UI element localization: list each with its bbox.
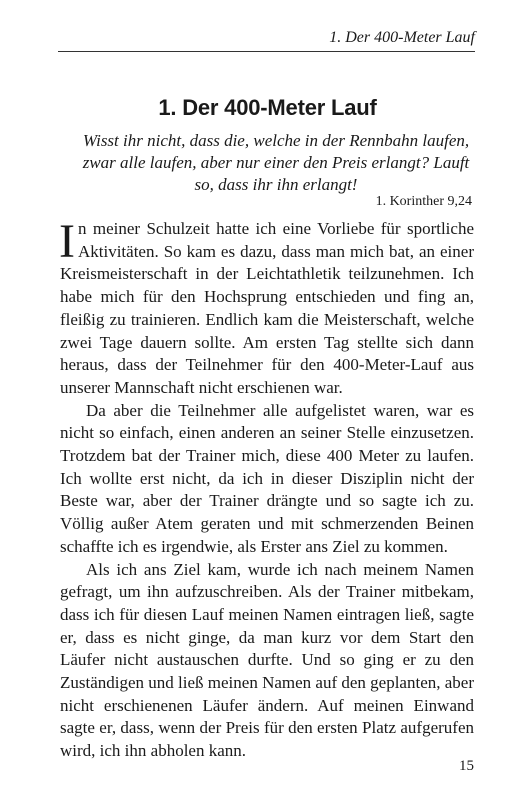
paragraph-3: Als ich ans Ziel kam, wurde ich nach meinem Namen gefragt, um ihn aufzuschreiben. Als der Trainer mitbekam, dass ich für diesen Lauf meinen Namen eintragen ließ, sagte er, dass es nicht ginge, da man kurz vor dem Start den Läufer nicht austauschen durfte. Und so ging er zu den Zuständigen und ließ meinen Namen auf den geplanten, aber nicht erschienenen Läufer ändern. Auf meinen Einwand sagte er, dass, wenn der Preis für den ersten Platz aufgerufen wird, ich ihn abholen kann. [60, 559, 474, 761]
body-text [59, 215, 474, 763]
paragraph-2: Da aber die Teilnehmer alle aufgelistet waren, war es nicht so einfach, einen anderen an seiner Stelle einzusetzen. Trotzdem bat der Trainer mich, diese 400 Meter zu laufen. Ich wollte erst nicht, da ich in dieser Disziplin nicht der Beste war, aber der Trainer drängte und so sagte ich zu. Völlig außer Atem geraten und mit schmerzenden Beinen schaffte ich es irgendwie, als Erster ans Ziel zu kommen. [60, 400, 474, 556]
page-number: 15 [459, 758, 474, 774]
drop-cap: I [59, 215, 75, 268]
header-rule [58, 51, 475, 52]
paragraph-1-text: n meiner Schulzeit hatte ich eine Vorliebe für sportliche Aktivitäten. So kam es dazu, dass man mich bat, an einer Kreismeisterschaft in der Leichtathletik teilzunehmen. Ich habe mich für den Hochsprung entschieden und fing an, fleißig zu trainieren. Endlich kam die Meisterschaft, welche zwei Tage dauern sollte. Am ersten Tag stellte sich dann heraus, dass der Teilnehmer für den 400-Meter-Lauf aus unserer Mannschaft nicht erschienen war. [60, 219, 474, 397]
chapter-title: 1. Der 400-Meter Lauf [158, 95, 377, 120]
running-title: 1. Der 400-Meter Lauf [329, 29, 475, 46]
page-header [0, 0, 530, 50]
epigraph-quote: Wisst ihr nicht, dass die, welche in der Rennbahn laufen, zwar alle laufen, aber nur einer den Preis erlangt? Lauft so, dass ihr ihn erlangt! [82, 131, 470, 194]
paragraph-1 [59, 215, 474, 400]
epigraph-reference: 1. Korinther 9,24 [375, 194, 472, 209]
